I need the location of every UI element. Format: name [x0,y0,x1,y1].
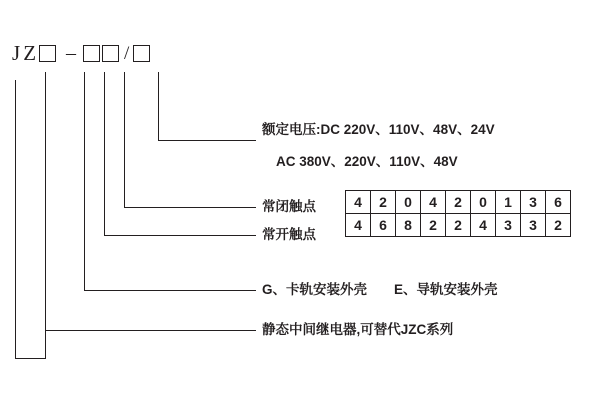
code-box-normally-open [102,45,119,62]
table-cell: 1 [496,191,521,214]
leader-no-vertical [104,72,105,235]
label-rated-voltage-line2: AC 380V、220V、110V、48V [276,154,458,169]
table-cell: 3 [521,214,546,237]
code-dash: – [66,42,77,64]
table-cell: 3 [496,214,521,237]
table-cell: 4 [471,214,496,237]
label-rated-voltage-line1: 额定电压:DC 220V、110V、48V、24V [262,122,495,137]
table-cell: 4 [346,214,371,237]
model-code [12,38,152,68]
label-series: 静态中间继电器,可替代JZC系列 [262,322,454,337]
leader-series-letter-horizontal [15,358,45,359]
leader-nc-vertical [124,72,125,207]
table-cell: 4 [421,191,446,214]
code-letter-z: Z [23,40,37,65]
table-cell: 2 [421,214,446,237]
contact-table [345,190,571,237]
table-cell: 6 [371,214,396,237]
leader-series-box-horizontal [45,330,256,331]
leader-enclosure-horizontal [84,290,256,291]
label-normally-closed: 常闭触点 [262,199,316,214]
table-row-normally-open [346,214,571,237]
code-slash: / [124,42,130,64]
leader-series-letter-riser [45,330,46,359]
label-normally-open: 常开触点 [262,227,316,242]
table-cell: 2 [546,214,571,237]
table-cell: 2 [446,191,471,214]
table-cell: 0 [471,191,496,214]
leader-voltage-horizontal [158,140,256,141]
table-cell: 0 [396,191,421,214]
label-enclosure: G、卡轨安装外壳 E、导轨安装外壳 [262,282,498,297]
leader-voltage-vertical [158,72,159,140]
code-box-voltage [133,45,150,62]
code-box-enclosure [83,45,100,62]
code-letter-j: J [12,40,21,65]
table-cell: 2 [371,191,396,214]
table-cell: 4 [346,191,371,214]
table-cell: 6 [546,191,571,214]
code-box-series [39,45,56,62]
table-cell: 8 [396,214,421,237]
leader-nc-horizontal [124,207,256,208]
leader-series-letter-vertical [15,80,16,358]
table-cell: 2 [446,214,471,237]
leader-no-horizontal [104,235,256,236]
leader-series-box-vertical [45,72,46,330]
table-row-normally-closed [346,191,571,214]
table-cell: 3 [521,191,546,214]
leader-enclosure-vertical [84,72,85,290]
